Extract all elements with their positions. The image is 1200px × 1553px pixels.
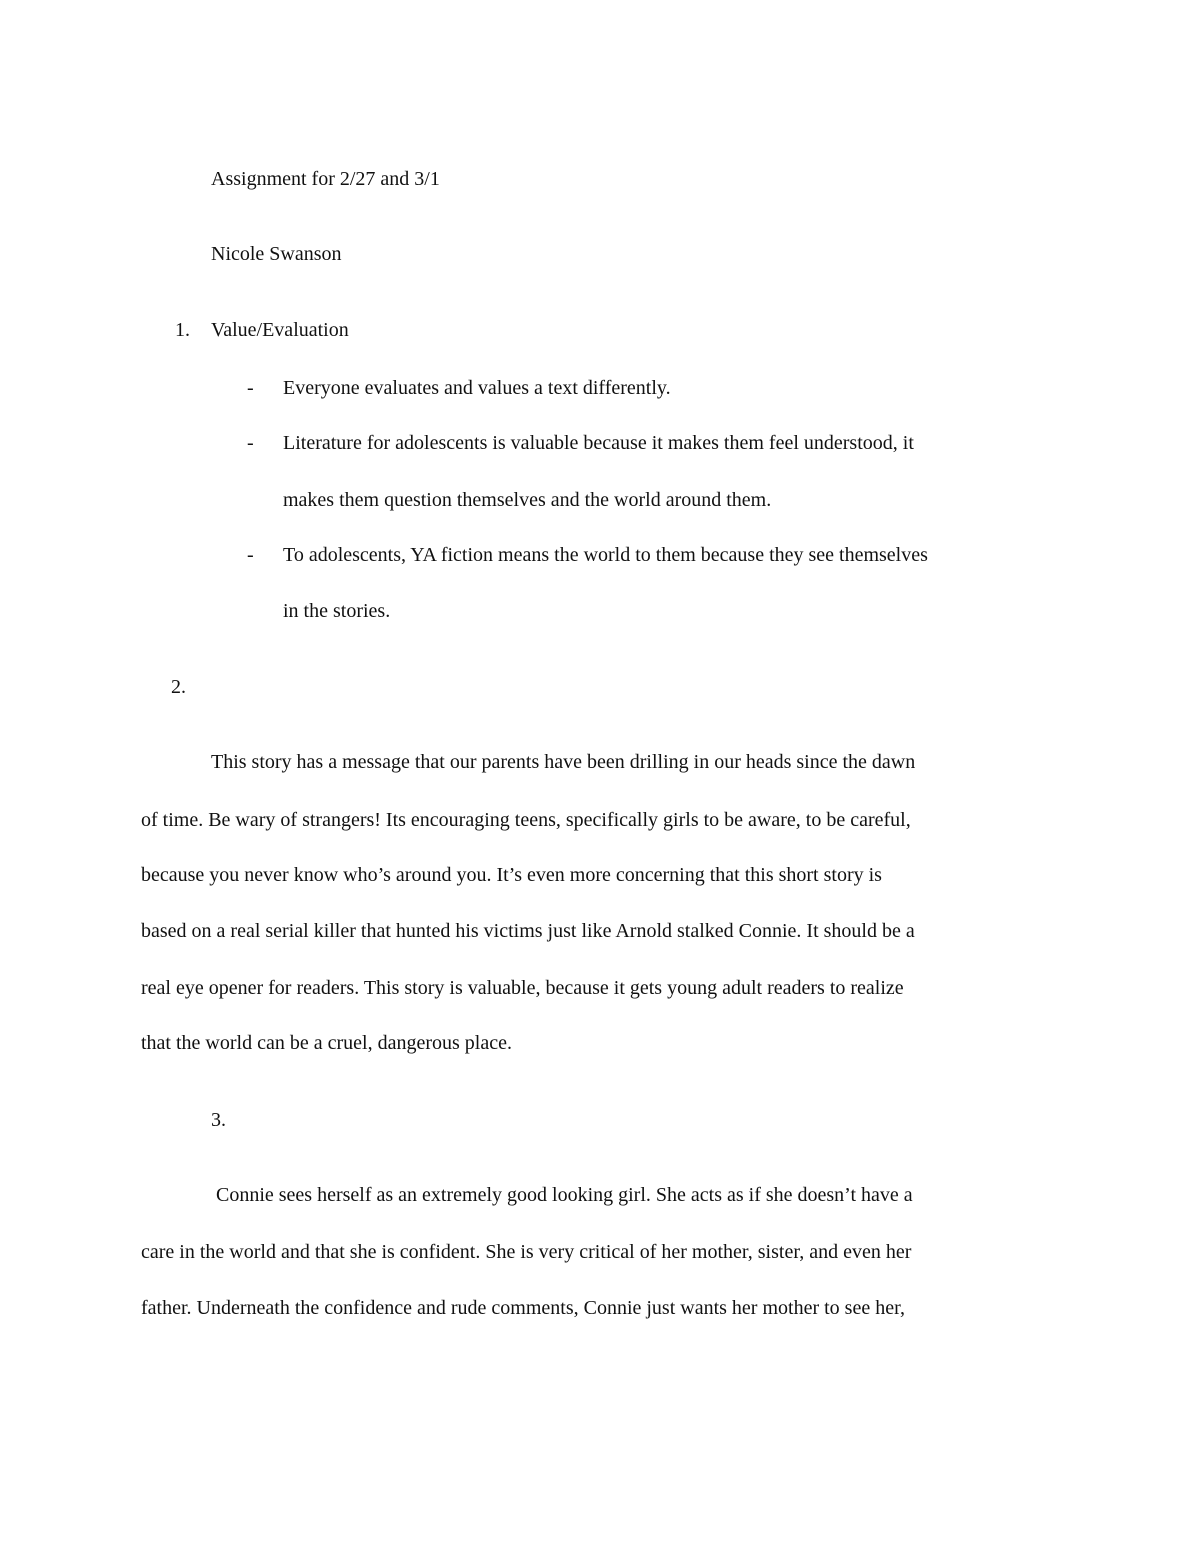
section-2-line-1: This story has a message that our parents have been drilling in our heads since the dawn (211, 751, 916, 773)
section-3-line-1: Connie sees herself as an extremely good looking girl. She acts as if she doesn’t have a (211, 1184, 913, 1206)
section-1-title: Value/Evaluation (211, 319, 349, 341)
bullet-marker: - (247, 377, 254, 399)
bullet-marker: - (247, 432, 254, 454)
section-3-line-3: father. Underneath the confidence and rude comments, Connie just wants her mother to see her, (141, 1297, 905, 1319)
bullet-3-line-1: To adolescents, YA fiction means the world to them because they see themselves (283, 544, 928, 566)
section-2-number: 2. (171, 676, 186, 698)
assignment-title: Assignment for 2/27 and 3/1 (211, 168, 440, 190)
section-2-line-2: of time. Be wary of strangers! Its encouraging teens, specifically girls to be aware, to be careful, (141, 809, 911, 831)
section-3-line-2: care in the world and that she is confident. She is very critical of her mother, sister, and even her (141, 1241, 912, 1263)
bullet-2-line-1: Literature for adolescents is valuable because it makes them feel understood, it (283, 432, 914, 454)
bullet-2-line-2: makes them question themselves and the world around them. (283, 489, 772, 511)
section-1-number: 1. (175, 319, 190, 341)
bullet-marker: - (247, 544, 254, 566)
bullet-1-line-1: Everyone evaluates and values a text differently. (283, 377, 671, 399)
section-3-number: 3. (211, 1109, 226, 1131)
bullet-3-line-2: in the stories. (283, 600, 391, 622)
section-2-line-4: based on a real serial killer that hunted his victims just like Arnold stalked Connie. It should be a (141, 920, 915, 942)
section-2-line-6: that the world can be a cruel, dangerous place. (141, 1032, 512, 1054)
section-2-line-5: real eye opener for readers. This story is valuable, because it gets young adult readers to realize (141, 977, 904, 999)
author-name: Nicole Swanson (211, 243, 342, 265)
section-2-line-3: because you never know who’s around you. It’s even more concerning that this short story is (141, 864, 882, 886)
